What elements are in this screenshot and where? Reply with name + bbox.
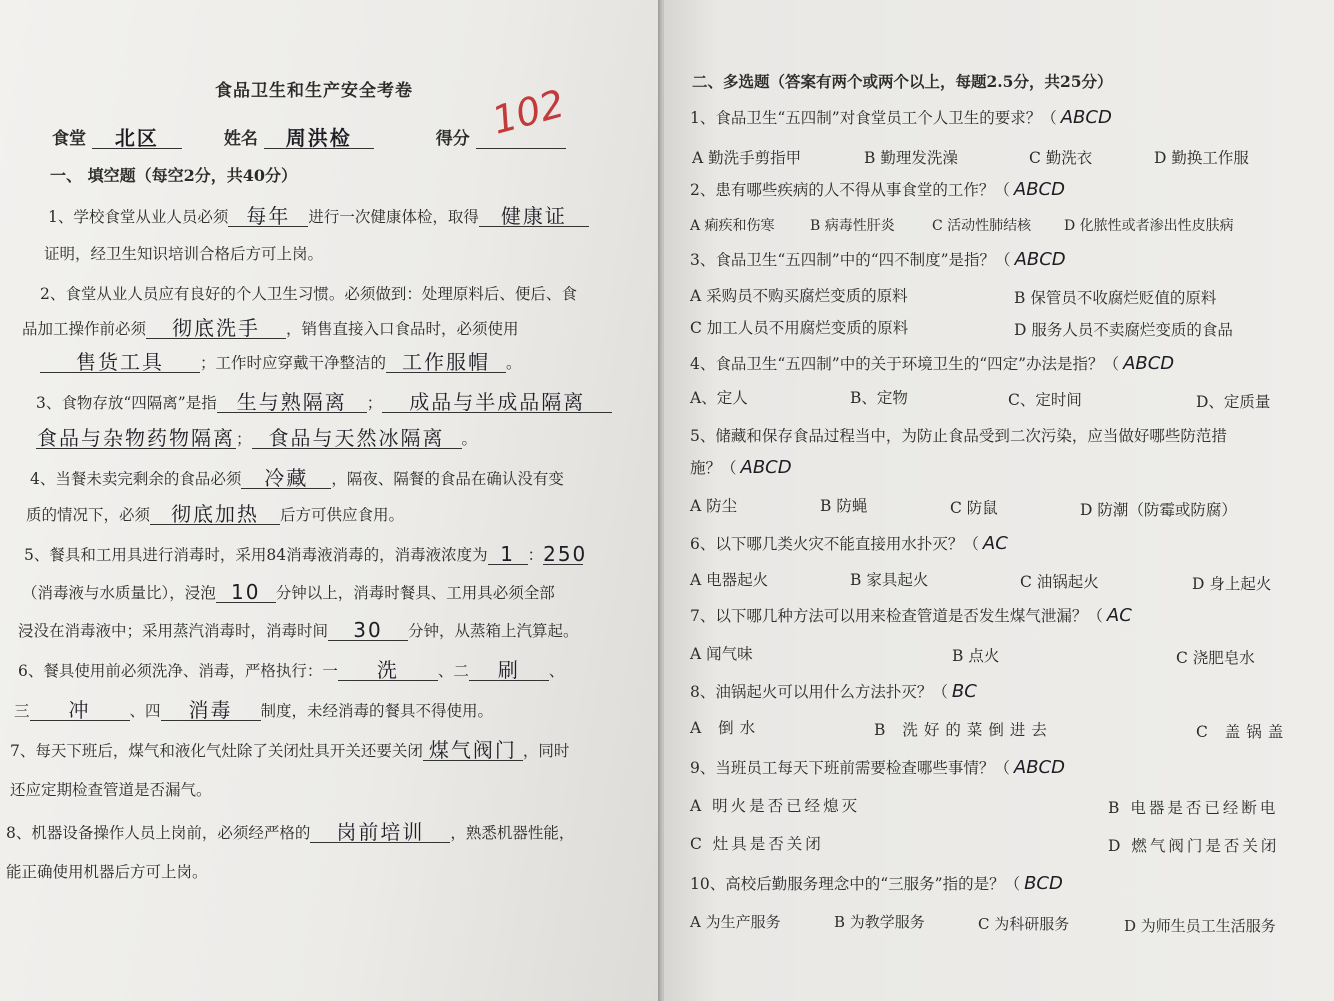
mc-q2 xyxy=(690,180,1065,200)
mc-q1-answer: ABCD xyxy=(1060,107,1112,128)
mc-q4-opt-b: B、定物 xyxy=(850,389,908,407)
q6-text-e: 三 xyxy=(14,702,30,720)
mc-q7 xyxy=(690,606,1132,626)
q6-line2 xyxy=(14,700,493,721)
header-row xyxy=(52,128,566,149)
mc-q8-opt-c: C 盖锅盖 xyxy=(1196,723,1290,741)
q7-line1 xyxy=(10,740,569,761)
q3-text-d: ； xyxy=(236,430,252,448)
mc-q10-opt-d: D 为师生员工生活服务 xyxy=(1124,917,1276,935)
mc-q2-answer: ABCD xyxy=(1013,179,1065,200)
mc-q9 xyxy=(690,758,1065,778)
q1-text-c: 进行一次健康体检，取得 xyxy=(308,208,479,226)
q7-line2: 还应定期检查管道是否漏气。 xyxy=(10,781,212,799)
q8-answer-1: 岗前培训 xyxy=(310,822,450,843)
canteen-value: 北区 xyxy=(92,128,182,149)
mc-q4-text: 4、食品卫生“五四制”中的关于环境卫生的“四定”办法是指？（ xyxy=(690,355,1120,373)
q4-text-c: ，隔夜、隔餐的食品在确认没有变 xyxy=(331,470,564,488)
q6-answer-4: 消毒 xyxy=(161,700,261,721)
mc-q4-opt-a: A、定人 xyxy=(690,389,748,407)
handwritten-score: 102 xyxy=(487,81,569,143)
q1-line1 xyxy=(48,206,589,227)
mc-q8-text: 8、油锅起火可以用什么方法扑灭？（ xyxy=(690,683,948,701)
mc-q1-opt-d: D 勤换工作服 xyxy=(1154,149,1249,167)
mc-q2-opt-b: B 病毒性肝炎 xyxy=(810,218,895,234)
q8-text-a: 8、机器设备操作人员上岗前，必须经严格的 xyxy=(6,824,311,842)
section1-heading: 一、 填空题（每空2分，共40分） xyxy=(50,166,297,185)
mc-q2-opt-d: D 化脓性或者渗出性皮肤病 xyxy=(1064,218,1234,234)
q3-line1 xyxy=(36,392,612,413)
mc-q5-line2 xyxy=(690,458,792,478)
mc-q6-opt-a: A 电器起火 xyxy=(690,571,769,589)
q2-text-e: 。 xyxy=(506,354,522,372)
q5-text-d: （消毒液与水质量比），浸泡 xyxy=(22,584,216,602)
mc-q9-answer: ABCD xyxy=(1013,757,1065,778)
mc-q3-text: 3、食品卫生“五四制”中的“四不制度”是指？（ xyxy=(690,251,1011,269)
mc-q8-opt-a: A 倒水 xyxy=(690,719,762,737)
q3-line2 xyxy=(36,428,477,449)
q6-answer-3: 冲 xyxy=(30,700,130,721)
mc-q3-opt-d: D 服务人员不卖腐烂变质的食品 xyxy=(1014,321,1233,339)
mc-q5-opt-d: D 防潮（防霉或防腐） xyxy=(1080,501,1237,519)
q2-line2 xyxy=(22,318,519,339)
q6-text-c: 、二 xyxy=(437,662,469,680)
q5-text-g: 分钟，从蒸箱上汽算起。 xyxy=(408,622,579,640)
canteen-label: 食堂 xyxy=(52,129,86,149)
mc-q1-text: 1、食品卫生“五四制”对食堂员工个人卫生的要求？（ xyxy=(690,109,1057,127)
mc-q10-opt-c: C 为科研服务 xyxy=(978,915,1070,933)
mc-q7-text: 7、以下哪几种方法可以用来检查管道是否发生煤气泄漏？（ xyxy=(690,607,1103,625)
mc-q5-answer: ABCD xyxy=(740,457,792,478)
mc-q5-text: 施？（ xyxy=(690,459,737,477)
mc-q4 xyxy=(690,354,1174,374)
mc-q5-opt-c: C 防鼠 xyxy=(950,499,998,517)
section2-heading: 二、多选题（答案有两个或两个以上，每题2.5分，共25分） xyxy=(692,72,1113,91)
mc-q9-opt-a: A 明火是否已经熄灭 xyxy=(690,797,861,815)
mc-q1 xyxy=(690,108,1112,128)
mc-q5-opt-a: A 防尘 xyxy=(690,497,738,515)
q2-answer-3: 工作服帽 xyxy=(386,352,506,373)
q6-text-f: 、四 xyxy=(129,702,161,720)
mc-q5-opt-b: B 防蝇 xyxy=(820,497,868,515)
mc-q9-opt-b: B 电器是否已经断电 xyxy=(1108,799,1279,817)
q5-text-e: 分钟以上，消毒时餐具、工用具必须全部 xyxy=(275,584,555,602)
q5-answer-3: 10 xyxy=(216,582,276,603)
q5-line2 xyxy=(22,582,555,603)
q3-answer-3: 食品与杂物药物隔离 xyxy=(37,426,235,450)
q3-text-e: 。 xyxy=(461,430,478,448)
q7-answer-1: 煤气阀门 xyxy=(423,740,523,761)
q1-answer-2: 健康证 xyxy=(479,206,589,227)
mc-q3 xyxy=(690,250,1066,270)
mc-q3-opt-b: B 保管员不收腐烂贬值的原料 xyxy=(1014,289,1217,307)
q2-text-d: ；工作时应穿戴干净整洁的 xyxy=(200,354,387,372)
q6-answer-1: 洗 xyxy=(338,660,438,681)
q5-line1 xyxy=(24,542,588,566)
mc-q9-opt-c: C 灶具是否关闭 xyxy=(690,835,824,853)
q5-answer-2: 250 xyxy=(543,542,588,566)
mc-q6-opt-c: C 油锅起火 xyxy=(1020,573,1099,591)
q3-answer-2: 成品与半成品隔离 xyxy=(382,392,612,413)
q7-text-c: ，同时 xyxy=(522,742,570,760)
q8-line1 xyxy=(6,822,574,843)
q7-text-a: 7、每天下班后，煤气和液化气灶除了关闭灶具开关还要关闭 xyxy=(10,742,423,760)
mc-q10 xyxy=(690,874,1063,894)
q5-answer-4: 30 xyxy=(328,620,408,641)
mc-q7-opt-b: B 点火 xyxy=(952,647,1000,665)
q4-answer-1: 冷藏 xyxy=(241,468,331,489)
exam-page-right xyxy=(664,0,1334,1001)
q2-text-b: 品加工操作前必须 xyxy=(22,320,147,338)
q4-line2 xyxy=(26,504,404,525)
mc-q10-opt-a: A 为生产服务 xyxy=(690,913,781,931)
mc-q3-opt-a: A 采购员不购买腐烂变质的原料 xyxy=(690,287,908,305)
score-label: 得分 xyxy=(435,129,470,149)
mc-q4-answer: ABCD xyxy=(1123,353,1175,374)
q2-answer-1: 彻底洗手 xyxy=(146,318,286,339)
exam-page-left xyxy=(0,0,660,1001)
q2-line1: 2、食堂从业人员应有良好的个人卫生习惯。必须做到：处理原料后、便后、食 xyxy=(40,285,577,303)
q4-text-d: 质的情况下，必须 xyxy=(26,506,151,524)
q3-answer-4: 食品与天然冰隔离 xyxy=(252,428,462,449)
mc-q7-opt-a: A 闻气味 xyxy=(690,645,753,663)
mc-q3-answer: ABCD xyxy=(1014,249,1066,270)
mc-q8 xyxy=(690,682,977,702)
q8-line2: 能正确使用机器后方可上岗。 xyxy=(6,863,208,881)
q4-text-e: 后方可供应食用。 xyxy=(280,506,405,524)
mc-q1-opt-b: B 勤理发洗澡 xyxy=(864,149,958,167)
q6-text-g: 制度，未经消毒的餐具不得使用。 xyxy=(260,702,494,720)
q1-line2: 证明，经卫生知识培训合格后方可上岗。 xyxy=(44,245,324,263)
mc-q2-opt-a: A 痢疾和伤寒 xyxy=(690,218,775,234)
q3-text-a: 3、食物存放“四隔离”是指 xyxy=(36,394,217,412)
mc-q6-answer: AC xyxy=(982,533,1008,554)
mc-q1-opt-c: C 勤洗衣 xyxy=(1029,149,1093,167)
mc-q3-opt-c: C 加工人员不用腐烂变质的原料 xyxy=(690,319,909,337)
mc-q10-opt-b: B 为教学服务 xyxy=(834,913,925,931)
q4-answer-2: 彻底加热 xyxy=(150,504,280,525)
name-label: 姓名 xyxy=(223,129,258,149)
q5-text-c: ： xyxy=(527,546,544,564)
mc-q9-text: 9、当班员工每天下班前需要检查哪些事情？（ xyxy=(690,759,1010,777)
mc-q8-opt-b: B 洗好的菜倒进去 xyxy=(874,721,1053,739)
q2-line3 xyxy=(40,352,522,373)
q5-line3 xyxy=(18,620,579,641)
q5-answer-1: 1 xyxy=(488,544,528,565)
q1-answer-1: 每年 xyxy=(228,206,308,227)
q6-answer-2: 刷 xyxy=(469,660,549,681)
mc-q6-text: 6、以下哪几类火灾不能直接用水扑灭？（ xyxy=(690,535,979,553)
q1-text-a: 1、学校食堂从业人员必须 xyxy=(48,208,229,226)
mc-q1-opt-a: A 勤洗手剪指甲 xyxy=(692,149,802,167)
q5-text-f: 浸没在消毒液中；采用蒸汽消毒时，消毒时间 xyxy=(18,622,329,640)
exam-title: 食品卫生和生产安全考卷 xyxy=(215,81,413,101)
mc-q5-line1: 5、储藏和保存食品过程当中，为防止食品受到二次污染，应当做好哪些防范措 xyxy=(690,427,1227,445)
mc-q7-answer: AC xyxy=(1106,605,1132,626)
mc-q6 xyxy=(690,534,1008,554)
mc-q6-opt-b: B 家具起火 xyxy=(850,571,929,589)
mc-q8-answer: BC xyxy=(951,681,977,702)
q3-text-c: ； xyxy=(366,394,383,412)
q8-text-c: ，熟悉机器性能， xyxy=(450,824,575,842)
mc-q2-opt-c: C 活动性肺结核 xyxy=(932,218,1032,234)
q4-line1 xyxy=(30,468,564,489)
q2-answer-2: 售货工具 xyxy=(40,352,200,373)
mc-q9-opt-d: D 燃气阀门是否关闭 xyxy=(1108,837,1280,855)
q4-text-a: 4、当餐未卖完剩余的食品必须 xyxy=(30,470,242,488)
q3-answer-1: 生与熟隔离 xyxy=(217,392,367,413)
q6-text-d: 、 xyxy=(548,662,565,680)
q6-text-a: 6、餐具使用前必须洗净、消毒，严格执行：一 xyxy=(18,662,338,680)
mc-q4-opt-c: C、定时间 xyxy=(1008,391,1082,409)
mc-q10-answer: BCD xyxy=(1024,873,1063,894)
mc-q7-opt-c: C 浇肥皂水 xyxy=(1176,649,1255,667)
mc-q4-opt-d: D、定质量 xyxy=(1196,393,1271,411)
q5-text-a: 5、餐具和工用具进行消毒时，采用84消毒液消毒的，消毒液浓度为 xyxy=(24,546,488,564)
mc-q6-opt-d: D 身上起火 xyxy=(1192,575,1272,593)
q6-line1 xyxy=(18,660,564,681)
name-value: 周洪检 xyxy=(264,128,374,149)
q2-text-c: ，销售直接入口食品时，必须使用 xyxy=(286,320,519,338)
mc-q10-text: 10、高校后勤服务理念中的“三服务”指的是？（ xyxy=(690,875,1021,893)
mc-q2-text: 2、患有哪些疾病的人不得从事食堂的工作？（ xyxy=(690,181,1010,199)
